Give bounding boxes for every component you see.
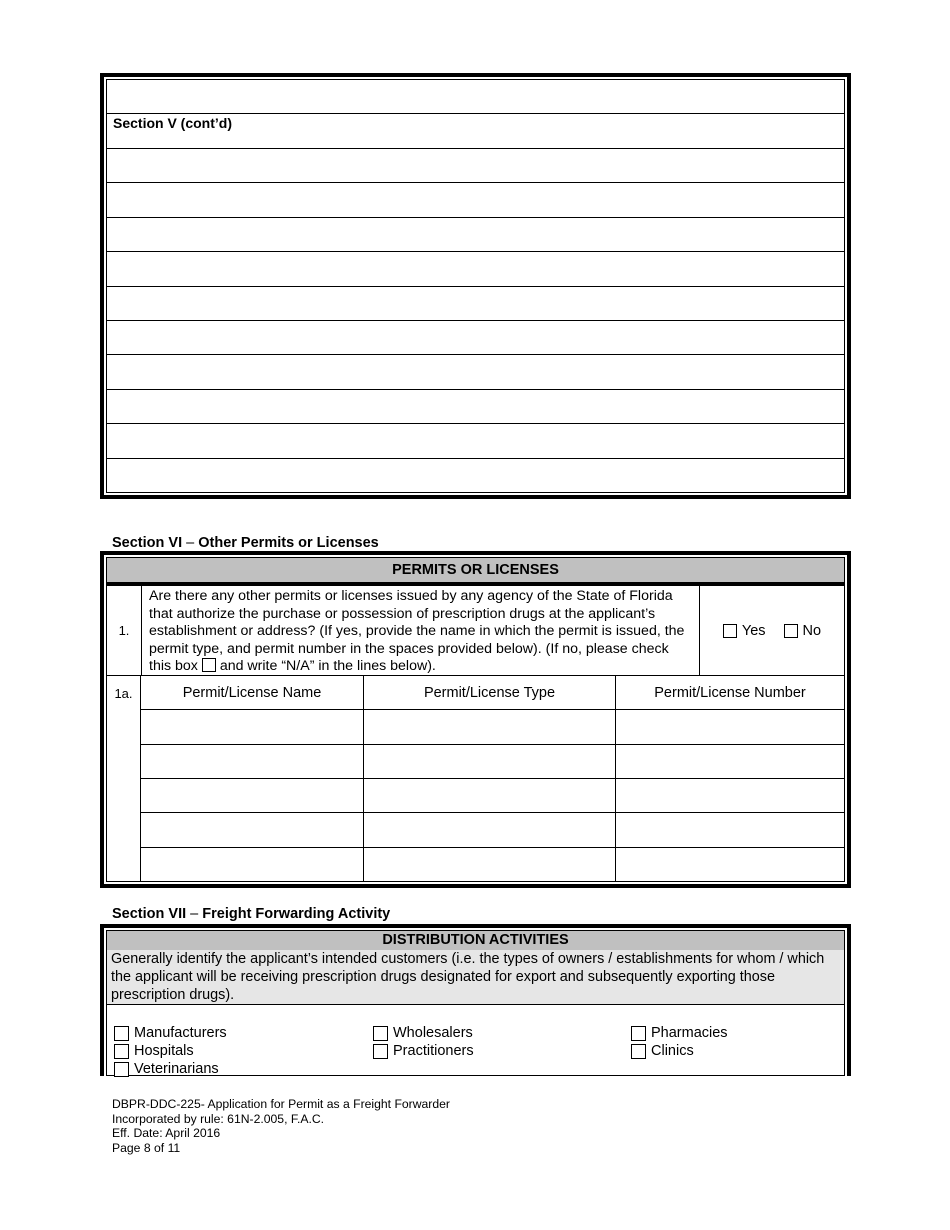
section-6-heading-suffix: Other Permits or Licenses	[198, 535, 379, 551]
cell-number	[616, 710, 844, 743]
section-5-input[interactable]	[107, 149, 844, 182]
section-5-blank-row	[107, 390, 844, 424]
section-7-box	[100, 924, 851, 1076]
question-1-text-part2: and write “N/A” in the lines below).	[219, 658, 436, 675]
cell-type	[364, 745, 616, 778]
question-1-row	[107, 586, 844, 676]
cell-number	[616, 848, 844, 881]
section-5-input[interactable]	[107, 459, 844, 492]
permit-name-input[interactable]	[141, 813, 363, 846]
permit-table-header	[141, 676, 844, 710]
section-7-heading-dash: –	[186, 906, 203, 922]
section-6-heading-dash: –	[182, 535, 199, 551]
section-5-input[interactable]	[107, 321, 844, 354]
yes-option[interactable]	[723, 623, 766, 639]
manufacturers-checkbox[interactable]	[114, 1026, 129, 1041]
section-5-input[interactable]	[107, 355, 844, 388]
permit-type-input[interactable]	[364, 848, 615, 881]
section-5-input[interactable]	[107, 424, 844, 457]
cell-type	[364, 710, 616, 743]
footer-rule: Incorporated by rule: 61N-2.005, F.A.C.	[112, 1111, 325, 1126]
permit-number-input[interactable]	[616, 745, 844, 778]
cell-name	[141, 848, 364, 881]
yes-label: Yes	[741, 622, 766, 639]
section-5-blank-row	[107, 149, 844, 183]
no-label: No	[802, 622, 822, 639]
cell-name	[141, 710, 364, 743]
table-row	[141, 779, 844, 813]
section-7-heading-prefix: Section VII	[112, 906, 187, 922]
column-header-type: Permit/License Type	[364, 676, 616, 709]
section-5-rows	[106, 79, 845, 493]
table-row	[141, 813, 844, 847]
permit-name-input[interactable]	[141, 745, 363, 778]
distribution-description: Generally identify the applicant’s intended customers (i.e. the types of owners / establishments for whom / which the applicant will be receiving prescription drugs designated for export and subsequently exporting those prescription drugs).	[107, 950, 844, 1005]
question-1a-number: 1a.	[107, 676, 141, 881]
section-5-input[interactable]	[107, 390, 844, 423]
permit-number-input[interactable]	[616, 710, 844, 743]
section-7-inner	[106, 930, 845, 1076]
not-applicable-checkbox[interactable]	[202, 658, 216, 672]
footer-effective-date: Eff. Date: April 2016	[112, 1126, 221, 1141]
permit-table	[107, 676, 844, 881]
section-7-heading-suffix: Freight Forwarding Activity	[202, 906, 391, 922]
table-row	[141, 710, 844, 744]
table-row	[141, 848, 844, 881]
permit-type-input[interactable]	[364, 745, 615, 778]
permit-type-input[interactable]	[364, 813, 615, 846]
option-hospitals[interactable]	[114, 1042, 194, 1060]
question-1-number: 1.	[107, 586, 142, 675]
permits-licenses-bar: PERMITS OR LICENSES	[107, 558, 844, 586]
manufacturers-label: Manufacturers	[134, 1025, 227, 1041]
footer-page-number: Page 8 of 11	[112, 1140, 181, 1155]
permit-name-input[interactable]	[141, 710, 363, 743]
section-5-blank-row	[107, 424, 844, 458]
wholesalers-label: Wholesalers	[393, 1025, 473, 1041]
cell-type	[364, 779, 616, 812]
wholesalers-checkbox[interactable]	[373, 1026, 388, 1041]
cell-number	[616, 813, 844, 846]
clinics-label: Clinics	[651, 1043, 694, 1059]
option-pharmacies[interactable]	[631, 1024, 728, 1042]
cell-name	[141, 813, 364, 846]
yes-checkbox[interactable]	[723, 624, 737, 638]
hospitals-label: Hospitals	[134, 1043, 194, 1059]
practitioners-label: Practitioners	[393, 1043, 474, 1059]
option-wholesalers[interactable]	[373, 1024, 473, 1042]
option-manufacturers[interactable]	[114, 1024, 227, 1042]
question-1-answers	[700, 586, 844, 675]
permit-number-input[interactable]	[616, 779, 844, 812]
distribution-activities-bar: DISTRIBUTION ACTIVITIES	[107, 931, 844, 950]
section-6-inner	[106, 557, 845, 882]
cell-number	[616, 745, 844, 778]
option-practitioners[interactable]	[373, 1042, 474, 1060]
no-checkbox[interactable]	[784, 624, 798, 638]
section-5-box	[100, 73, 851, 499]
section-5-input[interactable]	[107, 183, 844, 216]
table-row	[141, 745, 844, 779]
pharmacies-label: Pharmacies	[651, 1025, 728, 1041]
section-7-heading	[112, 906, 390, 922]
customer-options	[107, 1005, 844, 1075]
permit-number-input[interactable]	[616, 813, 844, 846]
section-5-input[interactable]	[107, 287, 844, 320]
pharmacies-checkbox[interactable]	[631, 1026, 646, 1041]
section-5-blank-row	[107, 459, 844, 492]
section-5-blank-row	[107, 218, 844, 252]
cell-name	[141, 745, 364, 778]
section-6-box	[100, 551, 851, 888]
permit-number-input[interactable]	[616, 848, 844, 881]
question-1-text	[142, 586, 700, 675]
cell-name	[141, 779, 364, 812]
permit-name-input[interactable]	[141, 848, 363, 881]
section-6-heading	[112, 535, 379, 551]
cell-number	[616, 779, 844, 812]
cell-type	[364, 813, 616, 846]
section-5-blank-row	[107, 183, 844, 217]
option-clinics[interactable]	[631, 1042, 694, 1060]
section-5-input[interactable]	[107, 252, 844, 285]
permit-type-input[interactable]	[364, 779, 615, 812]
veterinarians-checkbox[interactable]	[114, 1062, 129, 1077]
section-5-title-row	[107, 114, 844, 148]
hospitals-checkbox[interactable]	[114, 1044, 129, 1059]
no-option[interactable]	[784, 623, 822, 639]
section-5-input[interactable]	[107, 218, 844, 251]
permit-name-input[interactable]	[141, 779, 363, 812]
section-5-title: Section V (cont’d)	[113, 115, 232, 132]
footer-form-title: DBPR-DDC-225- Application for Permit as a Freight Forwarder	[112, 1097, 450, 1111]
section-5-blank-row	[107, 252, 844, 286]
section-5-blank-row	[107, 80, 844, 114]
option-veterinarians[interactable]	[114, 1060, 219, 1078]
section-5-blank-row	[107, 287, 844, 321]
cell-type	[364, 848, 616, 881]
veterinarians-label: Veterinarians	[134, 1061, 219, 1077]
section-5-blank-row	[107, 321, 844, 355]
section-6-heading-prefix: Section VI	[112, 535, 183, 551]
section-5-input[interactable]	[107, 80, 844, 113]
column-header-name: Permit/License Name	[141, 676, 364, 709]
question-1-text-part1: Are there any other permits or licenses issued by any agency of the State of Florida that authorize the purchase or possession of prescription drugs at the applicant’s establishment or address? (If yes, provide the name in which the permit is issued, the permit type, and permit number in the spaces provided below). (If no, please check this box	[149, 588, 685, 675]
clinics-checkbox[interactable]	[631, 1044, 646, 1059]
form-footer	[112, 1097, 450, 1155]
permit-table-body	[141, 676, 844, 881]
practitioners-checkbox[interactable]	[373, 1044, 388, 1059]
column-header-number: Permit/License Number	[654, 684, 806, 701]
section-5-blank-row	[107, 355, 844, 389]
permit-type-input[interactable]	[364, 710, 615, 743]
